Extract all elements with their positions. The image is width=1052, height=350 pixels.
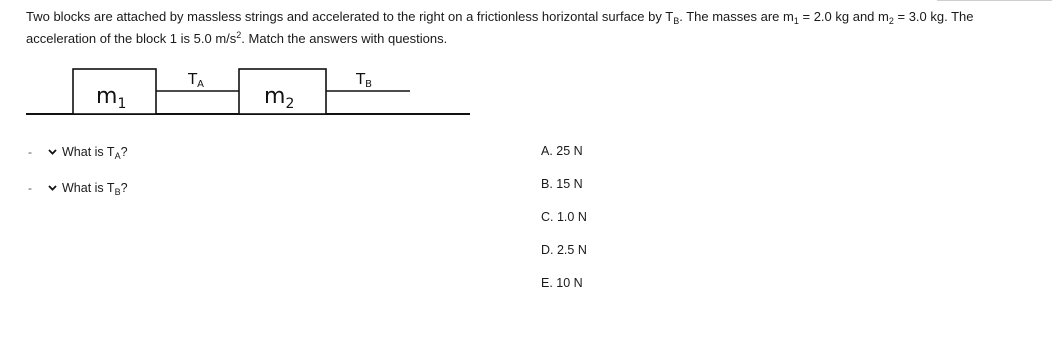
selected-value: - — [28, 145, 32, 159]
question-label-ta: What is $T_A$? — [62, 145, 128, 161]
answer-option-e: E. 10 N — [541, 276, 583, 290]
match-row-ta — [28, 141, 128, 163]
answer-dropdown-ta[interactable] — [42, 141, 128, 163]
blocks-diagram — [0, 0, 1052, 140]
question-text: Two blocks are attached by massless strings and accelerated to the right on a frictionless horizontal surface by $T_B$. The masses are $m_1 = 2.0$ kg and $m_2 = 3.0$ kg. The acceleration of the block 1 is 5.0 $m/s^2$. Match the answers with questions. — [26, 9, 974, 46]
answer-option-d: D. 2.5 N — [541, 243, 587, 257]
answer-option-c: C. 1.0 N — [541, 210, 587, 224]
chevron-down-icon[interactable] — [42, 149, 62, 155]
block-m1-label: $m_1$ — [96, 84, 127, 112]
block-m2-label: $m_2$ — [264, 84, 295, 112]
answer-option-a: A. 25 N — [541, 144, 583, 158]
answer-dropdown-tb[interactable] — [42, 177, 128, 199]
tension-b-label: $T_B$ — [356, 70, 373, 90]
selected-value: - — [28, 181, 32, 195]
tension-a-label: $T_A$ — [188, 70, 205, 90]
answer-options — [541, 140, 587, 305]
answer-option-b: B. 15 N — [541, 177, 583, 191]
match-row-tb — [28, 177, 128, 199]
question-label-tb: What is $T_B$? — [62, 181, 128, 197]
chevron-down-icon[interactable] — [42, 185, 62, 191]
